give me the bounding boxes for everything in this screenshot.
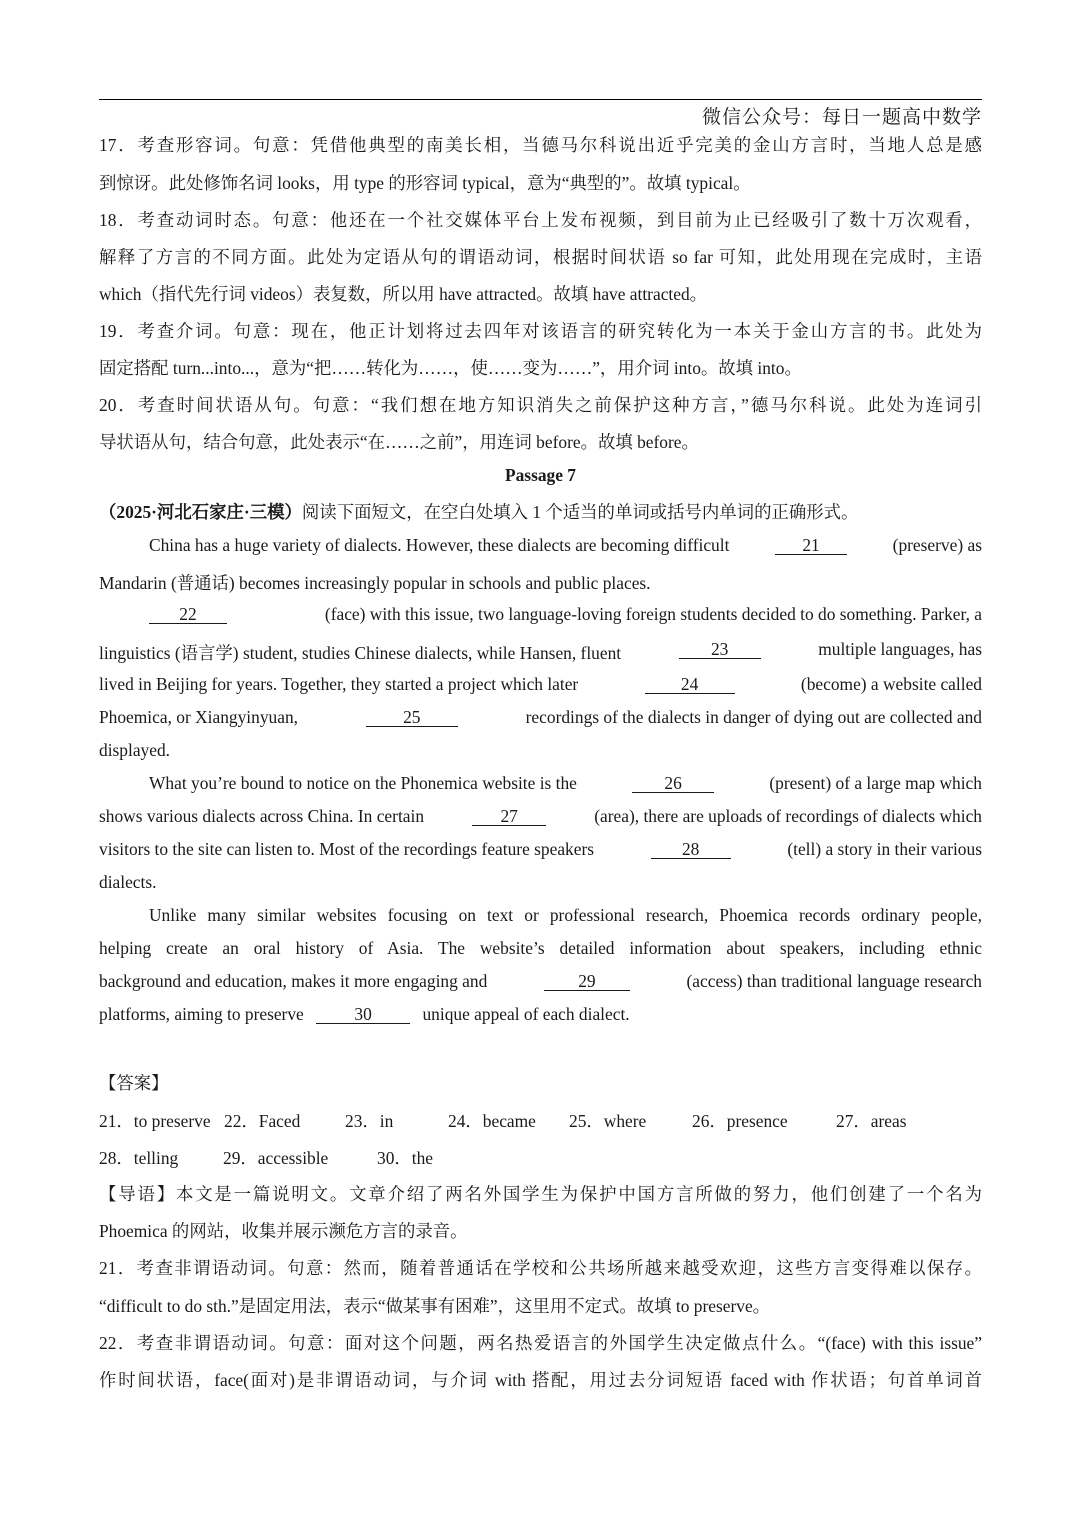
p4-text-4a: platforms, aiming to preserve [99, 1004, 304, 1024]
p2-line-5: displayed. [99, 740, 170, 760]
blank-27: 27 [472, 807, 546, 826]
p3-line-2 [99, 806, 982, 827]
blank-28: 28 [651, 840, 731, 859]
answer-27: 27．areas [836, 1111, 907, 1131]
passage-header [99, 498, 858, 523]
answer-29: 29．accessible [223, 1148, 329, 1168]
p4-text-3a: background and education, makes it more engaging and [99, 971, 488, 991]
blank-25: 25 [366, 708, 458, 727]
p2-text-4a: Phoemica, or Xiangyinyuan, [99, 707, 298, 727]
explanation-19-line-2: 固定搭配 turn...into...，意为“把……转化为……，使……变为……”，用介词 into。故填 into。 [99, 358, 802, 378]
header-rule [99, 99, 982, 100]
p2-text-3b: (become) a website called [800, 674, 982, 694]
blank-26: 26 [632, 774, 714, 793]
answer-30: 30．the [377, 1148, 434, 1168]
passage-title: Passage 7 [504, 465, 576, 485]
intro-line-2: Phoemica 的网站，收集并展示濒危方言的录音。 [99, 1221, 468, 1241]
blank-24: 24 [645, 675, 735, 694]
answer-24: 24．became [448, 1111, 536, 1131]
intro-text-1: 本文是一篇说明文。文章介绍了两名外国学生为保护中国方言所做的努力，他们创建了一个名为 [175, 1184, 982, 1204]
p3-line-3 [99, 839, 982, 860]
intro-line-1 [99, 1180, 982, 1205]
p2-text-2a: linguistics (语言学) student, studies Chinese dialects, while Hansen, fluent [99, 643, 622, 663]
p2-line-3 [99, 674, 982, 695]
blank-30: 30 [316, 1005, 410, 1024]
p2-text-2b: multiple languages, has [818, 639, 982, 659]
answer-25: 25．where [569, 1111, 647, 1131]
answer-26: 26．presence [692, 1111, 788, 1131]
explanation-17-line-2: 到惊讶。此处修饰名词 looks，用 type 的形容词 typical，意为“典型的”。故填 typical。 [99, 173, 751, 193]
p4-line-3 [99, 971, 982, 992]
answer-21: 21．to preserve [99, 1111, 211, 1131]
p1-text-b: (preserve) as [892, 535, 982, 555]
p1-line-2: Mandarin (普通话) becomes increasingly popular in schools and public places. [99, 573, 651, 593]
p4-text-4b: unique appeal of each dialect. [422, 1004, 630, 1024]
passage-instruction: 阅读下面短文，在空白处填入 1 个适当的单词或括号内单词的正确形式。 [301, 502, 859, 522]
intro-label: 【导语】 [99, 1184, 176, 1204]
explanation-21-line-1: 21．考查非谓语动词。句意：然而，随着普通话在学校和公共场所越来越受欢迎，这些方言变得难以保存。 [99, 1258, 982, 1278]
p3-line-1 [99, 773, 982, 794]
blank-23: 23 [679, 640, 761, 659]
answers-row-1 [99, 1107, 907, 1132]
p2-text-3a: lived in Beijing for years. Together, they started a project which later [99, 674, 579, 694]
explanation-20-line-2: 导状语从句，结合句意，此处表示“在……之前”，用连词 before。故填 before。 [99, 432, 699, 452]
answer-23: 23．in [345, 1111, 394, 1131]
explanation-18-line-1: 18．考查动词时态。句意：他还在一个社交媒体平台上发布视频，到目前为止已经吸引了数十万次观看， [99, 210, 982, 230]
p3-text-3b: (tell) a story in their various [787, 839, 982, 859]
blank-21: 21 [775, 536, 847, 555]
p3-text-1a: What you’re bound to notice on the Phonemica website is the [149, 773, 577, 793]
explanation-18-line-2: 解释了方言的不同方面。此处为定语从句的谓语动词，根据时间状语 so far 可知，此处用现在完成时，主语 [99, 247, 982, 267]
p3-text-1b: (present) of a large map which [769, 773, 982, 793]
passage-source: （2025·河北石家庄·三模） [99, 502, 302, 522]
explanation-21-line-2: “difficult to do sth.”是固定用法，表示“做某事有困难”，这里用不定式。故填 to preserve。 [99, 1296, 771, 1316]
p4-text-3b: (access) than traditional language research [686, 971, 982, 991]
answers-row-2 [99, 1144, 433, 1169]
explanation-22-line-1: 22．考查非谓语动词。句意：面对这个问题，两名热爱语言的外国学生决定做点什么。“(face) with this issue” [99, 1333, 982, 1353]
p3-text-2b: (area), there are uploads of recordings of dialects which [594, 806, 982, 826]
blank-22: 22 [149, 605, 227, 624]
p2-line-4 [99, 707, 982, 728]
header-watermark: 微信公众号：每日一题高中数学 [701, 106, 982, 128]
p2-line-1 [99, 604, 982, 625]
p3-text-3a: visitors to the site can listen to. Most of the recordings feature speakers [99, 839, 595, 859]
explanation-22-line-2: 作时间状语，face(面对)是非谓语动词，与介词 with 搭配，用过去分词短语 faced with 作状语；句首单词首 [99, 1370, 982, 1390]
explanation-17-line-1: 17．考查形容词。句意：凭借他典型的南美长相，当德马尔科说出近乎完美的金山方言时，当地人总是感 [99, 135, 982, 155]
answer-28: 28．telling [99, 1148, 179, 1168]
p4-line-1: Unlike many similar websites focusing on text or professional research, Phoemica records ordinary people, [149, 905, 982, 925]
p1-text-a: China has a huge variety of dialects. However, these dialects are becoming difficult [149, 535, 730, 555]
explanation-20-line-1: 20．考查时间状语从句。句意：“我们想在地方知识消失之前保护这种方言，”德马尔科说。此处为连词引 [99, 395, 982, 415]
answers-label: 【答案】 [99, 1073, 169, 1093]
blank-29: 29 [544, 972, 630, 991]
p1-line-1 [99, 535, 982, 556]
p2-line-2 [99, 639, 982, 664]
explanation-18-line-3: which（指代先行词 videos）表复数，所以用 have attracted。故填 have attracted。 [99, 284, 708, 304]
p4-line-2: helping create an oral history of Asia. The website’s detailed information about speakers, including ethnic [99, 938, 982, 958]
p3-line-4: dialects. [99, 872, 157, 892]
answer-22: 22．Faced [224, 1111, 301, 1131]
p4-line-4 [99, 1004, 630, 1025]
p2-text-4b: recordings of the dialects in danger of dying out are collected and [525, 707, 982, 727]
p3-text-2a: shows various dialects across China. In certain [99, 806, 425, 826]
explanation-19-line-1: 19．考查介词。句意：现在，他正计划将过去四年对该语言的研究转化为一本关于金山方言的书。此处为 [99, 321, 982, 341]
p2-text-1b: (face) with this issue, two language-loving foreign students decided to do something. Parker, a [324, 604, 982, 624]
